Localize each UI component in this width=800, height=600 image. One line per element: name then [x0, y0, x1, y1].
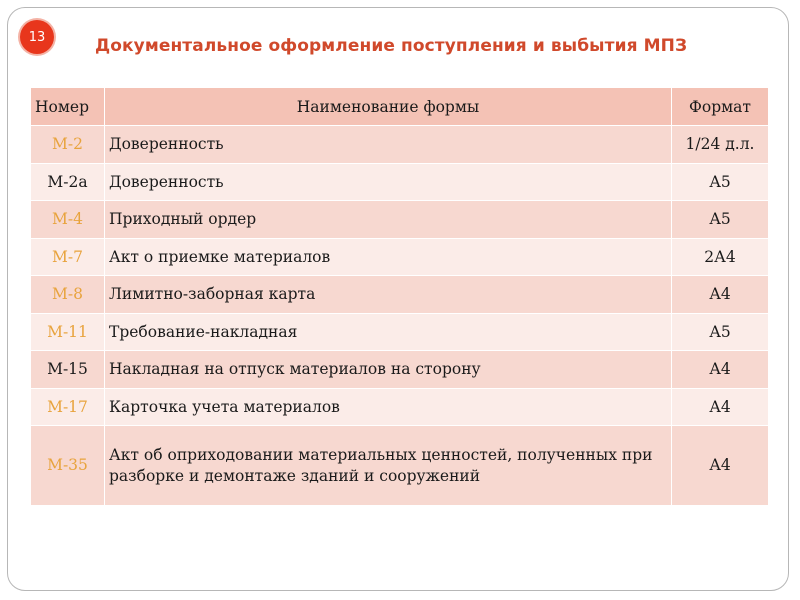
- form-number: М-2а: [31, 163, 105, 201]
- form-name: Акт о приемке материалов: [105, 238, 672, 276]
- form-format: А4: [672, 426, 769, 506]
- form-format: А4: [672, 388, 769, 426]
- form-number-link[interactable]: М-35: [31, 426, 105, 506]
- table-row: [31, 388, 769, 426]
- form-name: Доверенность: [105, 163, 672, 201]
- form-format: А4: [672, 351, 769, 389]
- form-number-link[interactable]: М-7: [31, 238, 105, 276]
- form-number-link[interactable]: М-11: [31, 313, 105, 351]
- form-format: А5: [672, 201, 769, 239]
- table-header-row: [31, 88, 769, 126]
- form-format: 2А4: [672, 238, 769, 276]
- form-number-link[interactable]: М-2: [31, 126, 105, 164]
- table-row: [31, 126, 769, 164]
- header-format: Формат: [672, 88, 769, 126]
- form-format: А4: [672, 276, 769, 314]
- form-name: Приходный ордер: [105, 201, 672, 239]
- form-format: А5: [672, 163, 769, 201]
- form-name: Требование-накладная: [105, 313, 672, 351]
- header-form-name: Наименование формы: [105, 88, 672, 126]
- table-row: [31, 276, 769, 314]
- form-name: Доверенность: [105, 126, 672, 164]
- table-row: [31, 426, 769, 506]
- header-number: Номер: [31, 88, 105, 126]
- form-number-link[interactable]: М-17: [31, 388, 105, 426]
- form-number: М-15: [31, 351, 105, 389]
- table-row: [31, 313, 769, 351]
- form-name: Лимитно-заборная карта: [105, 276, 672, 314]
- form-format: 1/24 д.л.: [672, 126, 769, 164]
- page-title: Документальное оформление поступления и выбытия МПЗ: [95, 36, 688, 56]
- table-row: [31, 163, 769, 201]
- forms-table: [30, 87, 769, 506]
- form-number-link[interactable]: М-4: [31, 201, 105, 239]
- form-name: Акт об оприходовании материальных ценностей, полученных при разборке и демонтаже зданий и сооружений: [105, 426, 672, 506]
- form-name: Карточка учета материалов: [105, 388, 672, 426]
- table-row: [31, 238, 769, 276]
- form-number-link[interactable]: М-8: [31, 276, 105, 314]
- form-format: А5: [672, 313, 769, 351]
- slide-number-badge: 13: [20, 20, 54, 54]
- form-name: Накладная на отпуск материалов на сторону: [105, 351, 672, 389]
- table-row: [31, 201, 769, 239]
- table-row: [31, 351, 769, 389]
